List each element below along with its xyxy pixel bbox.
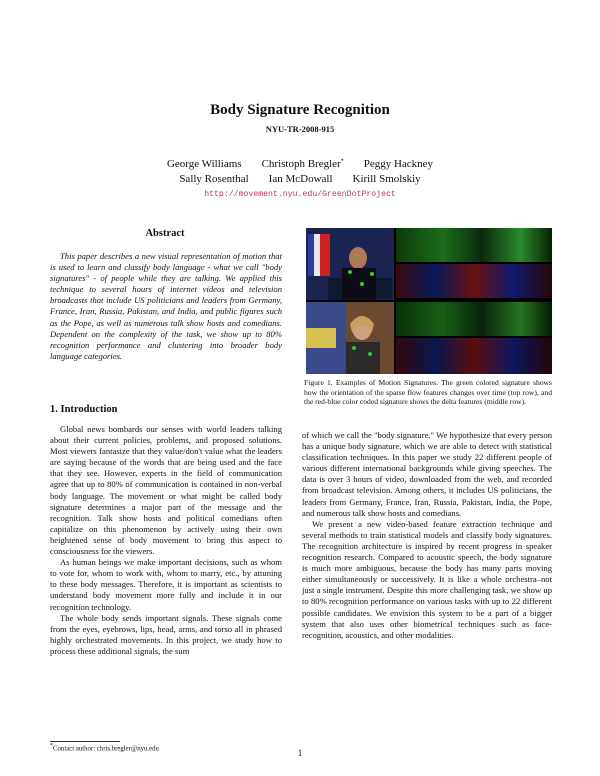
- footnote-mark: *: [50, 743, 53, 749]
- abstract-heading: Abstract: [145, 228, 185, 239]
- paragraph: The whole body sends important signals. These signals come from the eyes, eyebrows, lips, head, arms, and torso all in phrased highly orchestrated movements. In this project, we study how to process these additional signals, the sum: [50, 612, 282, 656]
- project-url[interactable]: http://movement.nyu.edu/GreenDotProject: [204, 190, 396, 199]
- paragraph: Global news bombards our senses with world leaders talking about their current policies, problems, and proposed solutions. Most viewers fantasize that they value/don't value what the leaders are saying because of the words that are being used and the face that they see. However, experts in the field of communication agree that up to 80% of communication is contained in non-verbal body language. The movement or what might be called body signature determines a major part of the message and the recognition. Talk show hosts and political comedians often capitalize on this phenomenon by actively using their own heightened sense of body movement to bring this aspect to consciousness for the viewers.: [50, 424, 282, 557]
- footnote-text: Contact author: chris.bregler@nyu.edu: [53, 745, 159, 753]
- report-id: NYU-TR-2008-915: [265, 124, 335, 134]
- figure-caption: Figure 1. Examples of Motion Signatures. The green colored signature shows how the orientation of the sparse flow features changes over time (top row), and the red-blue color coded signature shows the delta features (middle row).: [304, 378, 552, 407]
- delta-signature-1: [396, 264, 552, 298]
- author: Kirill Smolskiy: [352, 173, 421, 185]
- page-number: 1: [297, 748, 303, 758]
- figure-image: [306, 228, 552, 374]
- author: Christoph Bregler*: [261, 158, 344, 170]
- abstract-body: This paper describes a new visual representation of motion that is used to learn and classify body language - what we call "body signatures" - of people while they are talking. We applied this technique to several hours of internet videos and television broadcasts that include US politicians and leaders from Germany, France, Iran, Russia, Pakistan, and India, and public figures such as the Pope, as well as numerous talk show hosts and comedians. Dependent on the complexity of the task, we show up to 80% recognition performance and clustering into broader body language categories.: [50, 251, 282, 361]
- authors-row-1: [0, 158, 600, 170]
- authors-row-2: [0, 173, 600, 185]
- author: Ian McDowall: [268, 173, 333, 185]
- author: Peggy Hackney: [363, 158, 434, 170]
- photo-speaker-1: [306, 228, 394, 300]
- orientation-signature-1: [396, 228, 552, 262]
- footnote-rule: [50, 741, 120, 742]
- paragraph: of which we call the "body signature." We hypothesize that every person has a unique body signature, which we are able to detect with statistical classification techniques. In this paper we study 22 different people of various different international backgrounds while giving speeches. The data is over 3 hours of video, downloaded from the web, and recorded from broadcast television. Among others, it includes US politicians, the leaders from Germany, France, Iran, Russia, Pakistan, India, the Pope, and numerous talk show hosts and comedians.: [302, 430, 552, 518]
- section-heading-introduction: 1. Introduction: [50, 404, 118, 415]
- author: Sally Rosenthal: [179, 173, 249, 185]
- delta-signature-2: [396, 338, 552, 374]
- paper-title: Body Signature Recognition: [210, 102, 390, 118]
- photo-speaker-2: [306, 302, 394, 374]
- author: George Williams: [166, 158, 242, 170]
- orientation-signature-2: [396, 302, 552, 336]
- author-mark: *: [340, 158, 344, 165]
- paragraph: We present a new video-based feature extraction technique and several methods to train statistical models and classify body signatures. The recognition architecture is inspired by recent progress in speaker recognition research. Compared to acoustic speech, the body signature is much more ambiguous, because the body has many parts moving either simultaneously or successively. It is like a whole orchestra–not just a single instrument. Despite this more challenging task, we show up to 80% recognition performance on various tasks with up to 22 different possible candidates. We envision this system to be a part of a bigger system that also uses other biometrical techniques such as face-recognition, acoustics, and other modalities.: [302, 518, 552, 640]
- figure-motion-signatures: [306, 228, 552, 374]
- paragraph: As human beings we make important decisions, such as whom to vote for, whom to work with, whom to marry, etc., by attuning to these body messages. Therefore, it is important as scientists to understand body movement more fully and include it in our recognition technology.: [50, 557, 282, 612]
- left-column-text: [50, 424, 282, 657]
- right-column-text: [302, 430, 552, 641]
